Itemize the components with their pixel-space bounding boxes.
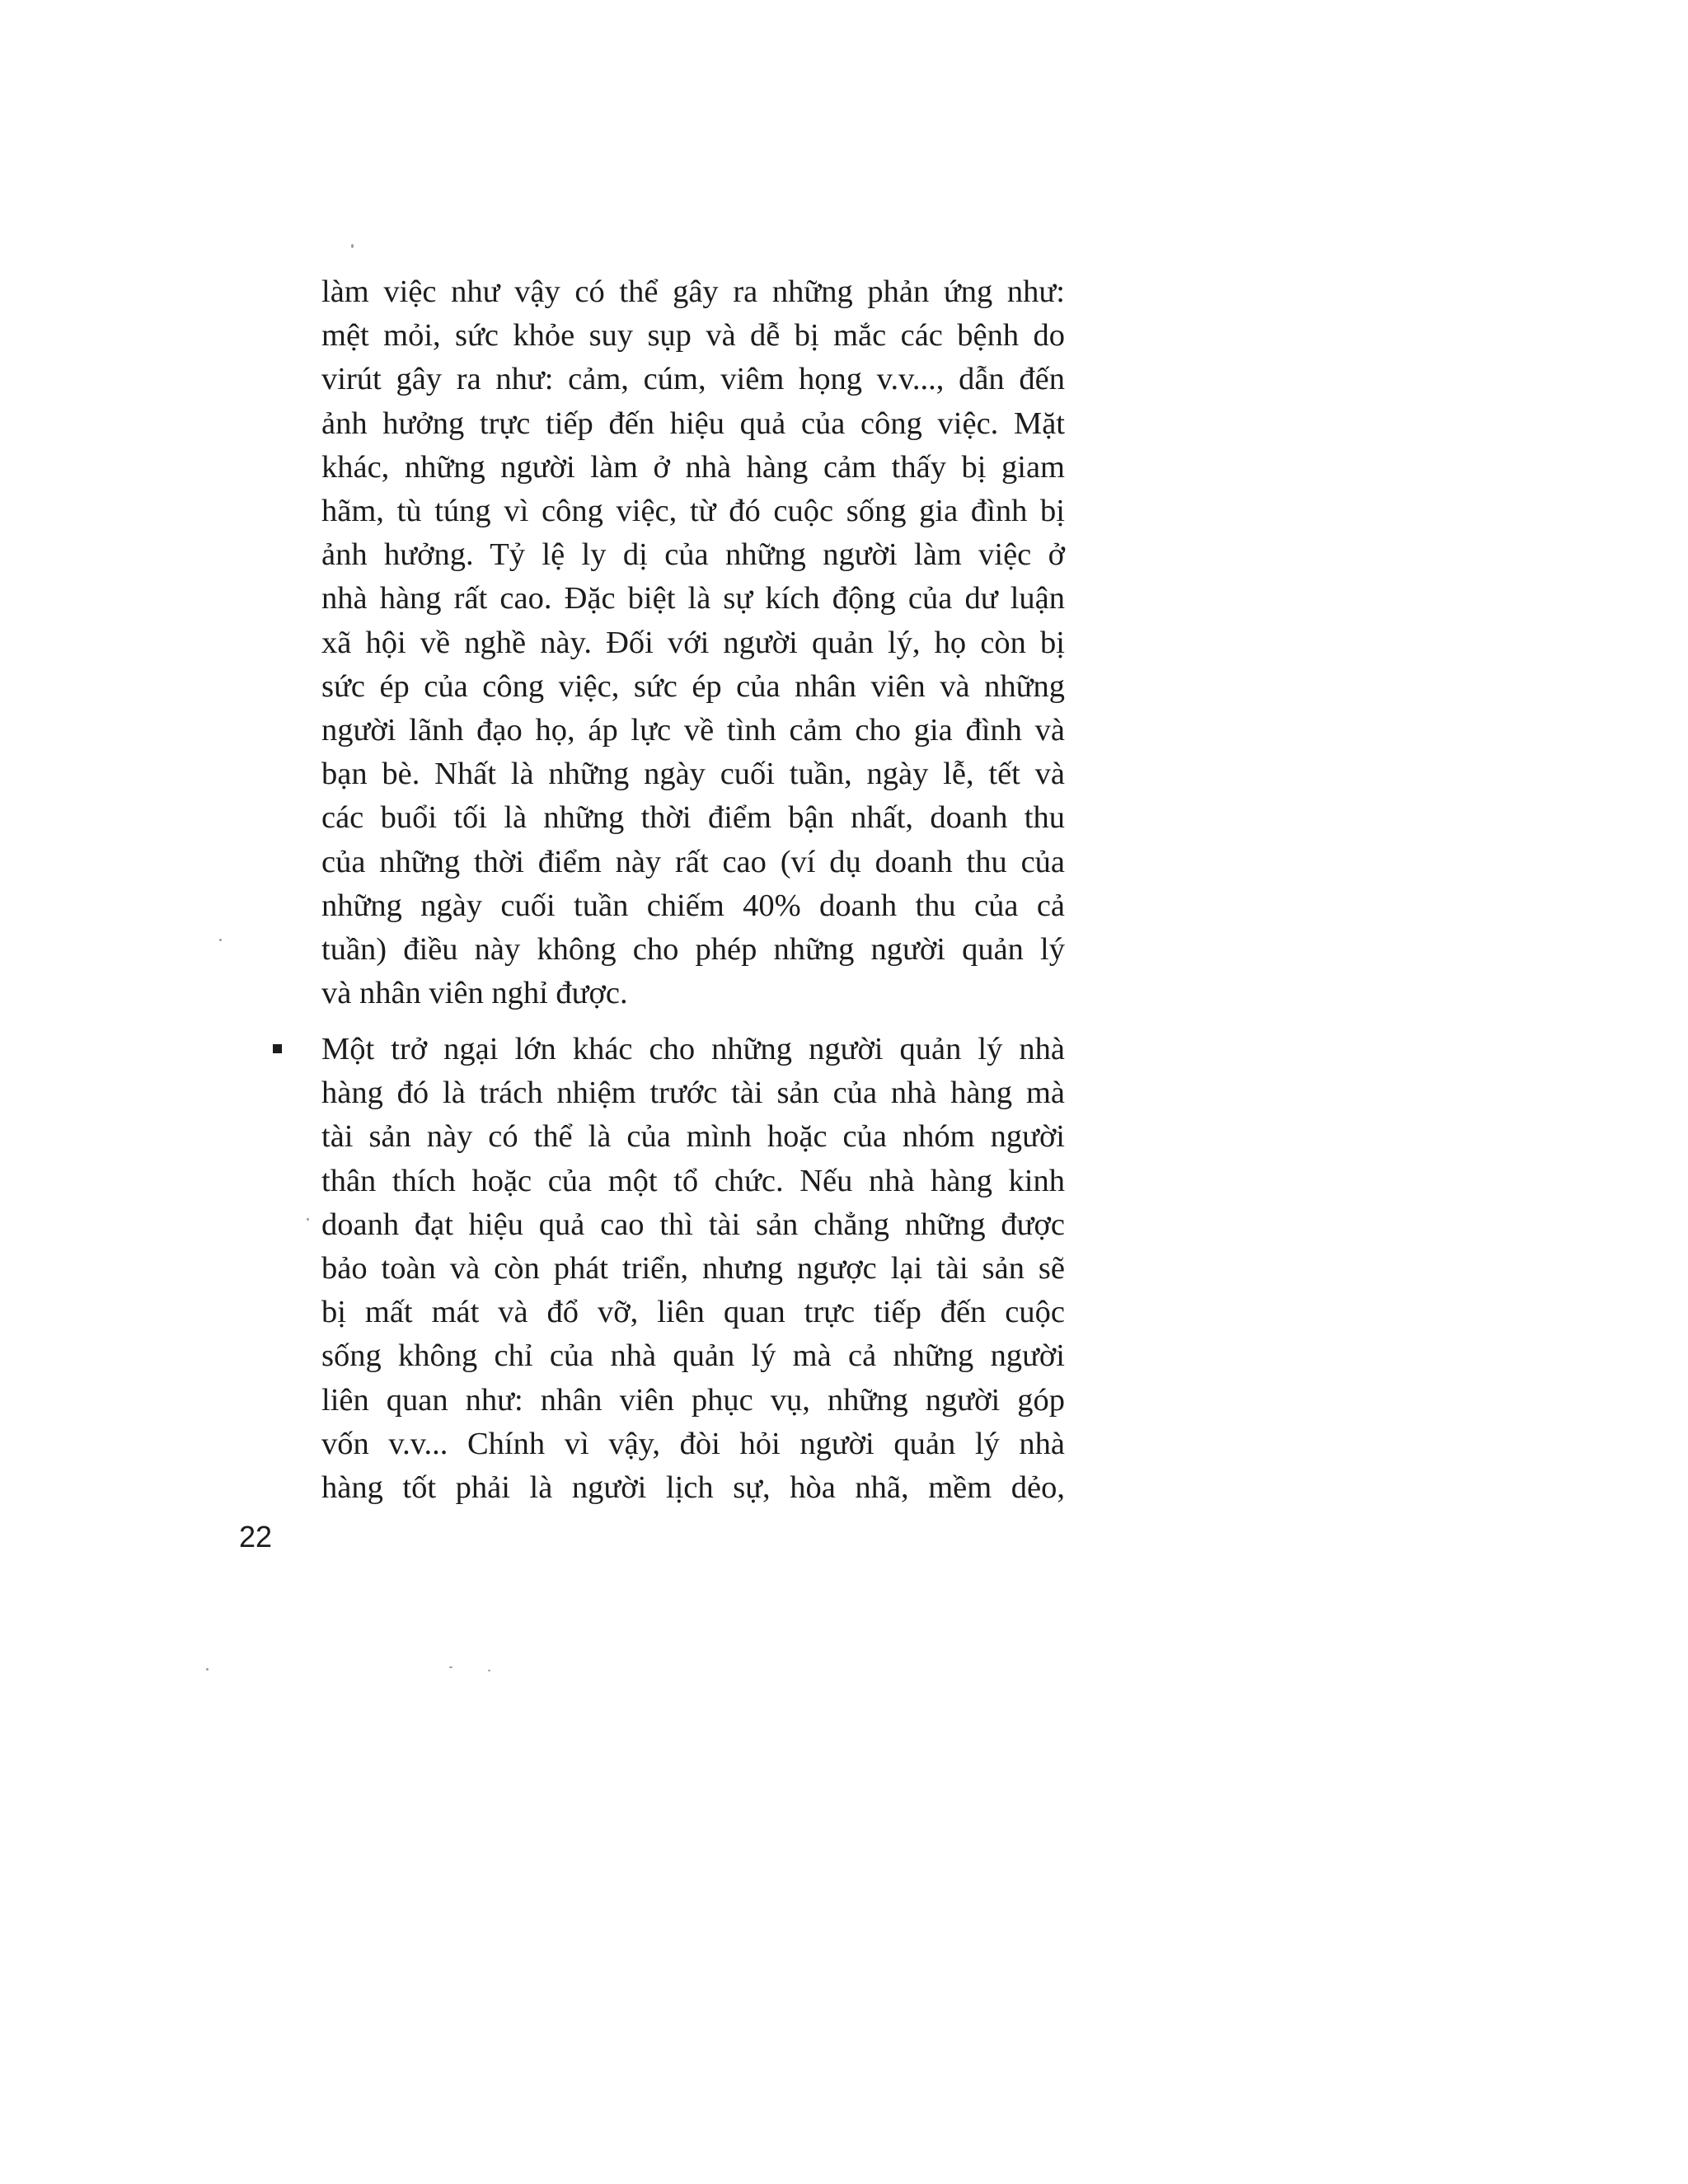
text-line: của những thời điểm này rất cao (ví dụ doanh thu của xyxy=(321,844,1065,879)
scan-speck xyxy=(488,1670,490,1671)
scan-speck xyxy=(206,1668,209,1671)
text-line: làm việc như vậy có thể gây ra những phản ứng như: xyxy=(321,274,1065,309)
text-line: người lãnh đạo họ, áp lực về tình cảm cho gia đình và xyxy=(321,713,1065,748)
text-line: ảnh hưởng. Tỷ lệ ly dị của những người làm việc ở xyxy=(321,537,1065,573)
square-bullet-icon xyxy=(273,1044,282,1053)
text-line: nhà hàng rất cao. Đặc biệt là sự kích động của dư luận xyxy=(321,581,1065,616)
text-line: virút gây ra như: cảm, cúm, viêm họng v.v..., dẫn đến xyxy=(321,362,1065,397)
text-line: xã hội về nghề này. Đối với người quản lý, họ còn bị xyxy=(321,625,1065,660)
text-line: và nhân viên nghỉ được. xyxy=(321,976,628,1011)
text-line: bị mất mát và đổ vỡ, liên quan trực tiếp đến cuộc xyxy=(321,1295,1065,1330)
scan-speck xyxy=(449,1666,452,1668)
text-line: tài sản này có thể là của mình hoặc của nhóm người xyxy=(321,1119,1065,1155)
text-line: Một trở ngại lớn khác cho những người quản lý nhà xyxy=(321,1032,1065,1066)
bullet-paragraph xyxy=(321,1028,1065,1510)
text-line: tuần) điều này không cho phép những người quản lý xyxy=(321,932,1065,968)
text-line: ảnh hưởng trực tiếp đến hiệu quả của công việc. Mặt xyxy=(321,405,1065,441)
text-line: bạn bè. Nhất là những ngày cuối tuần, ngày lễ, tết và xyxy=(321,757,1065,792)
scan-speck xyxy=(307,1218,309,1221)
text-line: doanh đạt hiệu quả cao thì tài sản chẳng những được xyxy=(321,1207,1065,1242)
text-line: vốn v.v... Chính vì vậy, đòi hỏi người quản lý nhà xyxy=(321,1426,1065,1461)
text-line: bảo toàn và còn phát triển, nhưng ngược lại tài sản sẽ xyxy=(321,1251,1065,1286)
text-line: thân thích hoặc của một tổ chức. Nếu nhà hàng kinh xyxy=(321,1163,1065,1198)
text-line: những ngày cuối tuần chiếm 40% doanh thu của cả xyxy=(321,888,1065,923)
scan-speck xyxy=(351,244,354,248)
text-line: sống không chỉ của nhà quản lý mà cả những người xyxy=(321,1338,1065,1374)
text-line: khác, những người làm ở nhà hàng cảm thấy bị giam xyxy=(321,449,1065,485)
text-line: liên quan như: nhân viên phục vụ, những người góp xyxy=(321,1382,1065,1418)
text-line: hàng đó là trách nhiệm trước tài sản của nhà hàng mà xyxy=(321,1076,1065,1111)
text-line: hàng tốt phải là người lịch sự, hòa nhã, mềm dẻo, xyxy=(321,1470,1065,1506)
page-number: 22 xyxy=(239,1520,273,1554)
text-line: mệt mỏi, sức khỏe suy sụp và dễ bị mắc các bệnh do xyxy=(321,318,1065,354)
text-line: sức ép của công việc, sức ép của nhân viên và những xyxy=(321,668,1065,704)
text-line: các buổi tối là những thời điểm bận nhất, doanh thu xyxy=(321,800,1065,836)
paragraph-continuation xyxy=(321,270,1065,1015)
scan-speck xyxy=(219,939,222,941)
text-line: hãm, tù túng vì công việc, từ đó cuộc sống gia đình bị xyxy=(321,494,1065,529)
